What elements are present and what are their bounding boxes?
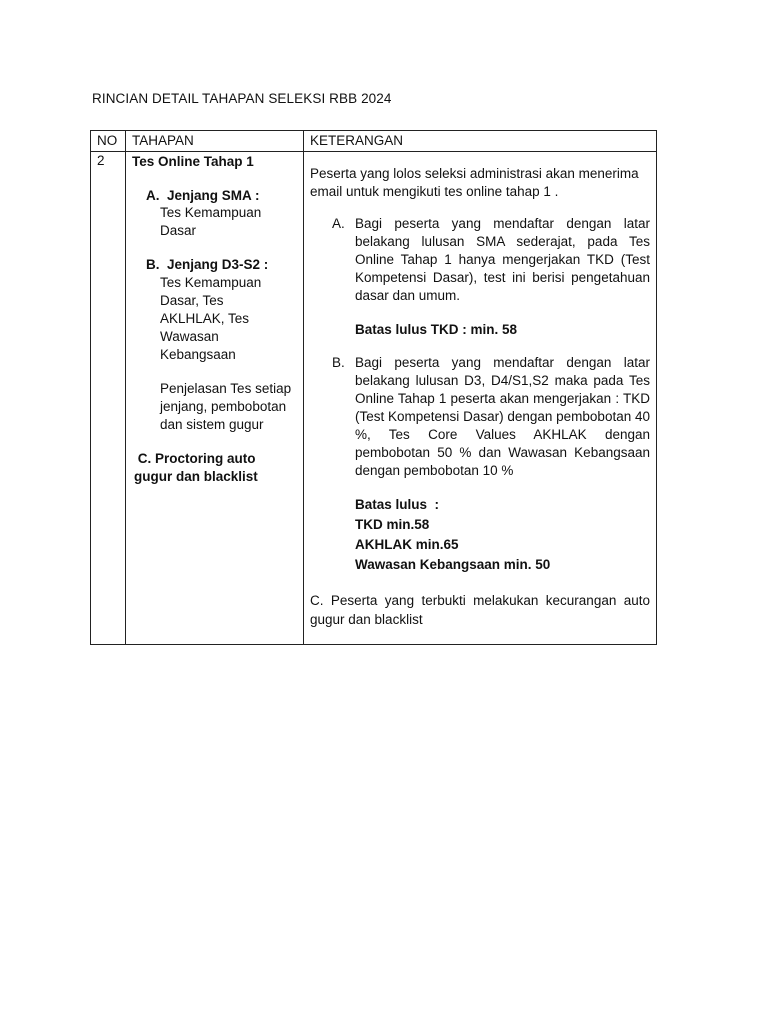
item-a-pass-threshold: Batas lulus TKD : min. 58 [355, 322, 518, 337]
keterangan-intro: Peserta yang lolos seleksi administrasi akan menerima email untuk mengikuti tes online tahap 1 . [310, 166, 639, 199]
stage-note [160, 380, 297, 434]
document-title: RINCIAN DETAIL TAHAPAN SELEKSI RBB 2024 [92, 91, 392, 106]
stage-d3s2-label: Jenjang D3-S2 : [167, 257, 269, 272]
pass-line: TKD min.58 [355, 517, 430, 532]
stage-sma-heading [146, 187, 297, 205]
desc-line: Tes Kemampuan [160, 205, 262, 220]
desc-line: Dasar, Tes [160, 292, 224, 308]
note-line: dan sistem gugur [160, 416, 264, 432]
item-b-text: Bagi peserta yang mendaftar dengan latar belakang lulusan D3, D4/S1,S2 maka pada Tes Online Tahap 1 peserta akan mengerjakan : TKD (Test Kompetensi Dasar) dengan pembobotan 40 %, Tes Core Values AKHLAK dengan pembobotan 50 % dan Wawasan Kebangsaan dengan pembobotan 10 % [355, 355, 650, 478]
desc-line: Kebangsaan [160, 346, 236, 362]
stage-d3s2-heading [146, 256, 297, 274]
table-row [91, 152, 657, 645]
cell-keterangan [304, 152, 657, 645]
header-tahapan: TAHAPAN [126, 131, 304, 152]
pass-line: AKHLAK min.65 [355, 537, 459, 552]
table-header-row [91, 131, 657, 152]
note-line: jenjang, pembobotan [160, 398, 287, 414]
header-keterangan: KETERANGAN [304, 131, 657, 152]
pass-line: Batas lulus : [355, 497, 440, 512]
stage-d3s2-marker: B. [146, 257, 160, 272]
proctoring-line: C. Proctoring auto [134, 450, 256, 466]
cell-no: 2 [91, 152, 126, 645]
stage-sma-marker: A. [146, 187, 160, 203]
stage-proctoring [134, 450, 297, 486]
desc-line: Dasar [160, 223, 197, 238]
cell-tahapan [126, 152, 304, 645]
proctoring-line: gugur dan blacklist [134, 468, 258, 484]
item-a-text: Bagi peserta yang mendaftar dengan latar belakang lulusan SMA sederajat, pada Tes Online Tahap 1 hanya mengerjakan TKD (Test Kompetensi Dasar), test ini berisi pengetahuan dasar dan umum. [355, 216, 650, 303]
stage-sma-desc [160, 204, 297, 240]
stage-sma-label: Jenjang SMA : [167, 187, 260, 203]
desc-line: Wawasan [160, 328, 219, 344]
note-line: Penjelasan Tes setiap [160, 380, 292, 396]
keterangan-item-b [332, 354, 650, 480]
keterangan-item-c: C. Peserta yang terbukti melakukan kecurangan auto gugur dan blacklist [310, 593, 650, 627]
item-a-marker: A. [332, 216, 345, 231]
desc-line: Tes Kemampuan [160, 274, 262, 290]
item-b-pass-thresholds [355, 495, 650, 575]
item-b-marker: B. [332, 355, 345, 370]
selection-table [90, 130, 657, 645]
header-no: NO [91, 131, 126, 152]
keterangan-item-a [332, 215, 650, 305]
pass-line: Wawasan Kebangsaan min. 50 [355, 557, 551, 572]
stage-title: Tes Online Tahap 1 [132, 154, 254, 169]
stage-d3s2-desc [160, 274, 297, 364]
desc-line: AKLHLAK, Tes [160, 310, 250, 326]
